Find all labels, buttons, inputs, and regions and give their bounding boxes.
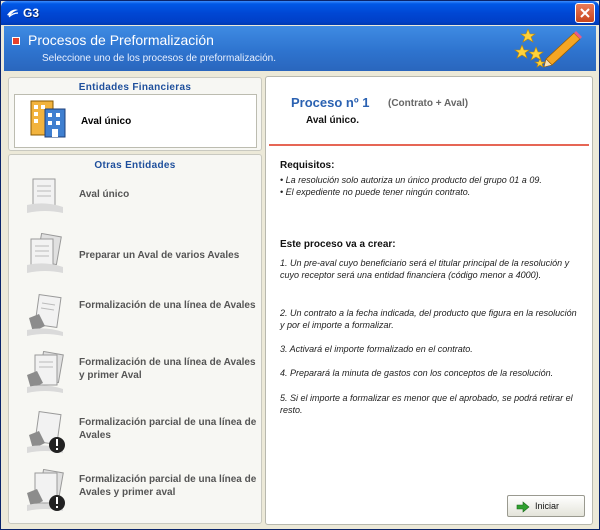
stars-pencil-icon <box>514 27 584 69</box>
documents-stamp-icon <box>23 351 67 395</box>
document-stamp-warning-icon <box>23 411 67 455</box>
process-item-formalizacion-linea[interactable] <box>13 292 261 340</box>
page-title: Procesos de Preformalización <box>28 32 214 48</box>
title-bar[interactable] <box>1 1 599 25</box>
detail-divider <box>269 144 589 146</box>
requisito-item: • El expediente no puede tener ningún contrato. <box>280 187 471 197</box>
process-item-label: Formalización parcial de una línea de Avales <box>79 417 257 441</box>
process-item-formalizacion-parcial-primer-aval[interactable] <box>13 467 261 515</box>
process-item-label: Formalización de una línea de Avales <box>79 300 256 311</box>
process-detail-panel <box>265 76 593 525</box>
process-item-formalizacion-linea-primer-aval[interactable] <box>13 349 261 397</box>
group-otras-entidades <box>8 154 262 524</box>
step-item: 1. Un pre-aval cuyo beneficiario será el titular principal de la resolución y cuyo receptor será una entidad financiera (código menor a 4000). <box>280 258 570 280</box>
process-item-aval-unico[interactable] <box>13 173 261 221</box>
step-item: 2. Un contrato a la fecha indicada, del producto que figura en la resolución y por el importe a formalizar. <box>280 308 577 330</box>
iniciar-button[interactable] <box>507 495 585 517</box>
process-item-label: Aval único <box>79 189 130 200</box>
process-item-preparar-aval[interactable] <box>13 231 261 279</box>
documents-stamp-warning-icon <box>23 469 67 513</box>
page-header <box>4 26 596 71</box>
header-bullet-icon <box>12 37 20 45</box>
crear-heading: Este proceso va a crear: <box>280 239 396 250</box>
close-icon <box>579 7 591 19</box>
page-subtitle: Seleccione uno de los procesos de preformalización. <box>42 53 277 64</box>
group-title: Otras Entidades <box>94 160 176 171</box>
process-title: Proceso nº 1 <box>291 95 370 110</box>
close-button[interactable] <box>575 3 595 23</box>
group-entidades-financieras <box>8 77 262 151</box>
process-item-label: Formalización de una línea de Avales y primer Aval <box>79 357 256 381</box>
requisitos-heading: Requisitos: <box>280 160 335 171</box>
process-item-formalizacion-parcial[interactable] <box>13 409 261 457</box>
process-subtitle: (Contrato + Aval) <box>388 98 469 109</box>
building-icon <box>25 97 69 141</box>
documents-stack-icon <box>23 233 67 277</box>
group-title: Entidades Financieras <box>78 82 192 93</box>
requisito-item: • La resolución solo autoriza un único producto del grupo 01 a 09. <box>280 175 542 185</box>
document-icon <box>23 175 67 219</box>
process-item-label: Preparar un Aval de varios Avales <box>79 250 240 261</box>
document-stamp-icon <box>23 294 67 338</box>
arrow-right-icon <box>516 501 530 513</box>
iniciar-label: Iniciar <box>535 501 560 511</box>
step-item: 4. Preparará la minuta de gastos con los conceptos de la resolución. <box>280 368 554 378</box>
step-item: 3. Activará el importe formalizado en el contrato. <box>280 344 473 354</box>
app-logo-icon <box>6 6 19 19</box>
process-item-aval-unico-financiera[interactable] <box>14 94 257 148</box>
window-title: G3 <box>23 6 40 20</box>
process-item-label: Aval único <box>81 116 132 127</box>
process-item-label: Formalización parcial de una línea de Avales y primer aval <box>79 474 257 498</box>
step-item: 5. Si el importe a formalizar es menor que el aprobado, se podrá retirar el resto. <box>280 393 573 415</box>
process-name: Aval único. <box>306 115 359 126</box>
